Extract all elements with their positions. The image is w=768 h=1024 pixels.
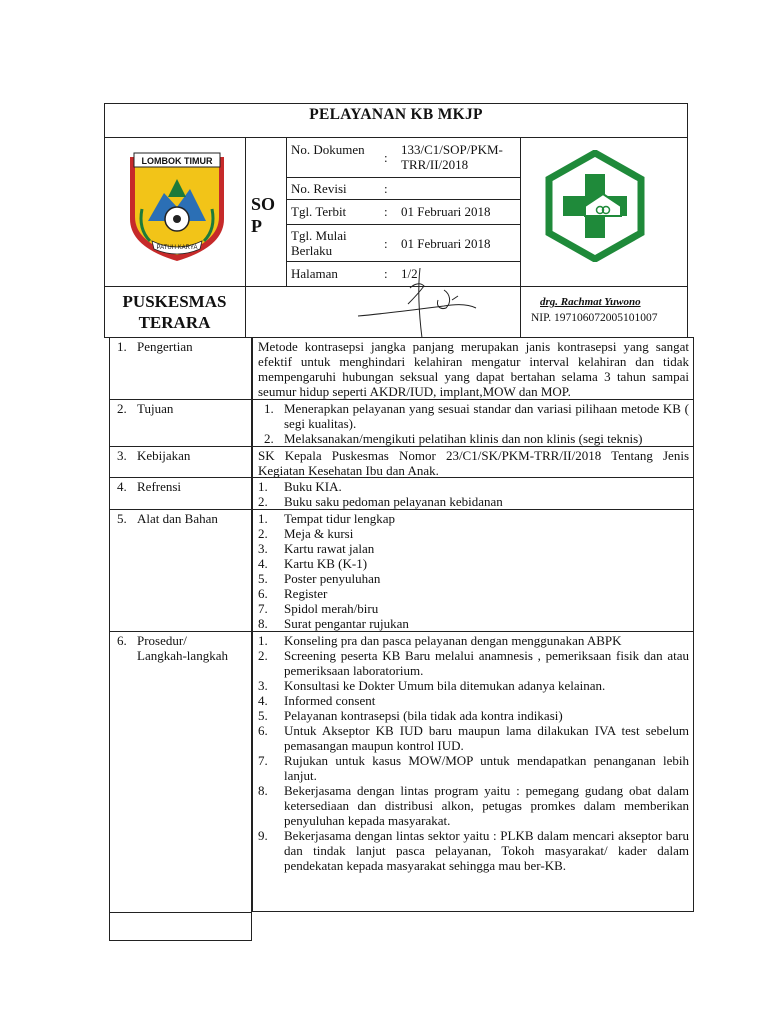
- list-text: Register: [284, 586, 328, 601]
- divider: [286, 224, 520, 225]
- row-label-text: Prosedur/: [137, 633, 187, 648]
- meta-label-halaman: Halaman: [291, 266, 338, 281]
- list-number: 5.: [258, 571, 268, 586]
- divider: [109, 399, 694, 400]
- row-label-text: Langkah-langkah: [137, 648, 228, 663]
- list-number: 1.: [264, 401, 274, 416]
- list-item: [254, 541, 689, 556]
- list-number: 2.: [258, 494, 268, 509]
- list-number: 2.: [258, 526, 268, 541]
- row-number: 5.: [117, 511, 127, 526]
- signer-nip: NIP. 197106072005101007: [531, 312, 658, 324]
- signer-name: drg. Rachmat Yuwono: [540, 296, 641, 308]
- row-number: 6.: [117, 633, 127, 648]
- row-text-pengertian: Metode kontrasepsi jangka panjang merupakan janis kontrasepsi yang sangat efektif untuk menghindari kelahiran mengatur interval kelahiran dan tidak mempengaruhi hubungan seksual yang dapat bertahan selama 3 tahun sampai seumur hidup seperti AKDR/IUD, implant,MOW dan MOP.: [258, 339, 689, 399]
- list-item: [254, 511, 689, 526]
- meta-value-halaman: 1/2: [401, 266, 418, 281]
- divider: [245, 286, 246, 338]
- organization-name-line: PUSKESMAS: [122, 292, 227, 311]
- list-number: 5.: [258, 708, 268, 723]
- list-text: Konsultasi ke Dokter Umum bila ditemukan adanya kelainan.: [284, 678, 606, 693]
- divider: [286, 199, 520, 200]
- list-text: Rujukan untuk kasus MOW/MOP untuk mendapatkan penanganan lebih lanjut.: [284, 753, 689, 783]
- refrensi-list: [254, 479, 689, 509]
- list-text: Buku saku pedoman pelayanan kebidanan: [284, 494, 503, 509]
- divider: [520, 137, 521, 338]
- list-item: [254, 601, 689, 616]
- list-item: [256, 401, 689, 431]
- list-item: [256, 431, 689, 446]
- list-text: Poster penyuluhan: [284, 571, 381, 586]
- list-number: 4.: [258, 556, 268, 571]
- meta-sep: :: [384, 150, 388, 165]
- list-text: Bekerjasama dengan lintas sektor yaitu : PLKB dalam mencari akseptor baru dan tindak lanjut pasca pelayanan, Tokoh masyarakat/ kader dalam pendekatan kepada masyarakat sehingga mau ber-KB.: [284, 828, 689, 873]
- list-item: [254, 678, 689, 693]
- list-number: 3.: [258, 541, 268, 556]
- list-number: 1.: [258, 479, 268, 494]
- sop-label: [251, 193, 285, 237]
- list-text: Kartu KB (K-1): [284, 556, 368, 571]
- divider: [245, 137, 246, 286]
- divider: [286, 137, 287, 286]
- list-number: 8.: [258, 783, 268, 798]
- divider: [109, 446, 694, 447]
- list-text: Buku KIA.: [284, 479, 342, 494]
- row-label-text: Kebijakan: [137, 448, 191, 463]
- organization-name-line: TERARA: [138, 313, 211, 332]
- svg-text:PATUH KARYA: PATUH KARYA: [156, 245, 198, 251]
- row-label-kebijakan: [117, 448, 190, 463]
- svg-text:LOMBOK TIMUR: LOMBOK TIMUR: [141, 156, 213, 166]
- meta-sep: :: [384, 204, 388, 219]
- list-number: 2.: [264, 431, 274, 446]
- list-number: 6.: [258, 586, 268, 601]
- list-text: Kartu rawat jalan: [284, 541, 375, 556]
- tujuan-list: [256, 401, 689, 446]
- row-number: 3.: [117, 448, 127, 463]
- divider: [109, 912, 252, 913]
- list-item: [254, 708, 689, 723]
- signature: [352, 260, 480, 344]
- list-item: [254, 648, 689, 678]
- row-label-text: Tujuan: [137, 401, 174, 416]
- list-text: Tempat tidur lengkap: [284, 511, 396, 526]
- meta-value-tgl-terbit: 01 Februari 2018: [401, 204, 491, 219]
- list-item: [254, 828, 689, 873]
- meta-label-no-dokumen: No. Dokumen: [291, 142, 365, 157]
- row-label-text: Pengertian: [137, 339, 193, 354]
- meta-label-tgl-terbit: Tgl. Terbit: [291, 204, 347, 219]
- meta-sep: :: [384, 236, 388, 251]
- list-item: [254, 494, 689, 509]
- list-item: [254, 693, 689, 708]
- row-label-pengertian: [117, 339, 193, 354]
- list-text: Screening peserta KB Baru melalui anamnesis , pemeriksaan fisik dan atau pemeriksaan laboratorium.: [284, 648, 689, 678]
- sop-label-line: P: [251, 216, 262, 236]
- list-item: [254, 556, 689, 571]
- meta-value-no-dokumen: 133/C1/SOP/PKM-TRR/II/2018: [401, 142, 503, 172]
- meta-value-tgl-mulai-berlaku: 01 Februari 2018: [401, 236, 491, 251]
- list-text: Untuk Akseptor KB IUD baru maupun lama dilakukan IVA test sebelum pemasangan maupun kontrol IUD.: [284, 723, 689, 753]
- divider: [286, 177, 520, 178]
- meta-label-no-revisi: No. Revisi: [291, 181, 347, 196]
- puskesmas-logo: [545, 150, 645, 262]
- list-item: [254, 723, 689, 753]
- prosedur-list: [254, 633, 689, 873]
- list-text: Melaksanakan/mengikuti pelatihan klinis dan non klinis (segi teknis): [284, 431, 643, 446]
- row-label-text: Refrensi: [137, 479, 182, 494]
- list-number: 2.: [258, 648, 268, 663]
- list-number: 4.: [258, 693, 268, 708]
- list-item: [254, 753, 689, 783]
- list-item: [254, 479, 689, 494]
- list-text: Konseling pra dan pasca pelayanan dengan menggunakan ABPK: [284, 633, 622, 648]
- list-number: 8.: [258, 616, 268, 631]
- list-item: [254, 586, 689, 601]
- list-item: [254, 571, 689, 586]
- row-number: 4.: [117, 479, 127, 494]
- meta-sep: :: [384, 266, 388, 281]
- list-text: Bekerjasama dengan lintas program yaitu : pemegang gudang obat dalam ketersediaan dan distribusi alkon, petugas promkes dalam memberikan penyuluhan kepada masyarakat.: [284, 783, 689, 828]
- row-number: 1.: [117, 339, 127, 354]
- divider: [109, 509, 694, 510]
- row-label-prosedur: [117, 633, 249, 663]
- list-text: Spidol merah/biru: [284, 601, 379, 616]
- list-number: 7.: [258, 753, 268, 768]
- list-number: 1.: [258, 511, 268, 526]
- row-number: 2.: [117, 401, 127, 416]
- row-label-text: Alat dan Bahan: [137, 511, 218, 526]
- list-number: 9.: [258, 828, 268, 843]
- list-item: [254, 783, 689, 828]
- list-text: Menerapkan pelayanan yang sesuai standar dan variasi pilihaan metode KB ( segi kualitas).: [284, 401, 689, 431]
- meta-label-tgl-mulai-berlaku: Tgl. Mulai Berlaku: [291, 228, 347, 258]
- divider: [104, 137, 688, 138]
- list-text: Pelayanan kontrasepsi (bila tidak ada kontra indikasi): [284, 708, 563, 723]
- sop-label-line: SO: [251, 194, 276, 214]
- list-number: 6.: [258, 723, 268, 738]
- row-label-refrensi: [117, 479, 181, 494]
- row-text-kebijakan: SK Kepala Puskesmas Nomor 23/C1/SK/PKM-TRR/II/2018 Tentang Jenis Kegiatan Kesehatan Ibu dan Anak.: [258, 448, 689, 478]
- divider: [109, 631, 694, 632]
- row-label-tujuan: [117, 401, 173, 416]
- list-text: Meja & kursi: [284, 526, 354, 541]
- list-text: Informed consent: [284, 693, 376, 708]
- alat-list: [254, 511, 689, 631]
- list-item: [254, 526, 689, 541]
- list-number: 1.: [258, 633, 268, 648]
- list-item: [254, 616, 689, 631]
- list-text: Surat pengantar rujukan: [284, 616, 409, 631]
- organization-name: [104, 291, 245, 333]
- document-title: PELAYANAN KB MKJP: [309, 106, 483, 123]
- meta-sep: :: [384, 181, 388, 196]
- list-item: [254, 633, 689, 648]
- list-number: 7.: [258, 601, 268, 616]
- row-label-alat-dan-bahan: [117, 511, 218, 526]
- lombok-timur-logo: [128, 149, 226, 263]
- list-number: 3.: [258, 678, 268, 693]
